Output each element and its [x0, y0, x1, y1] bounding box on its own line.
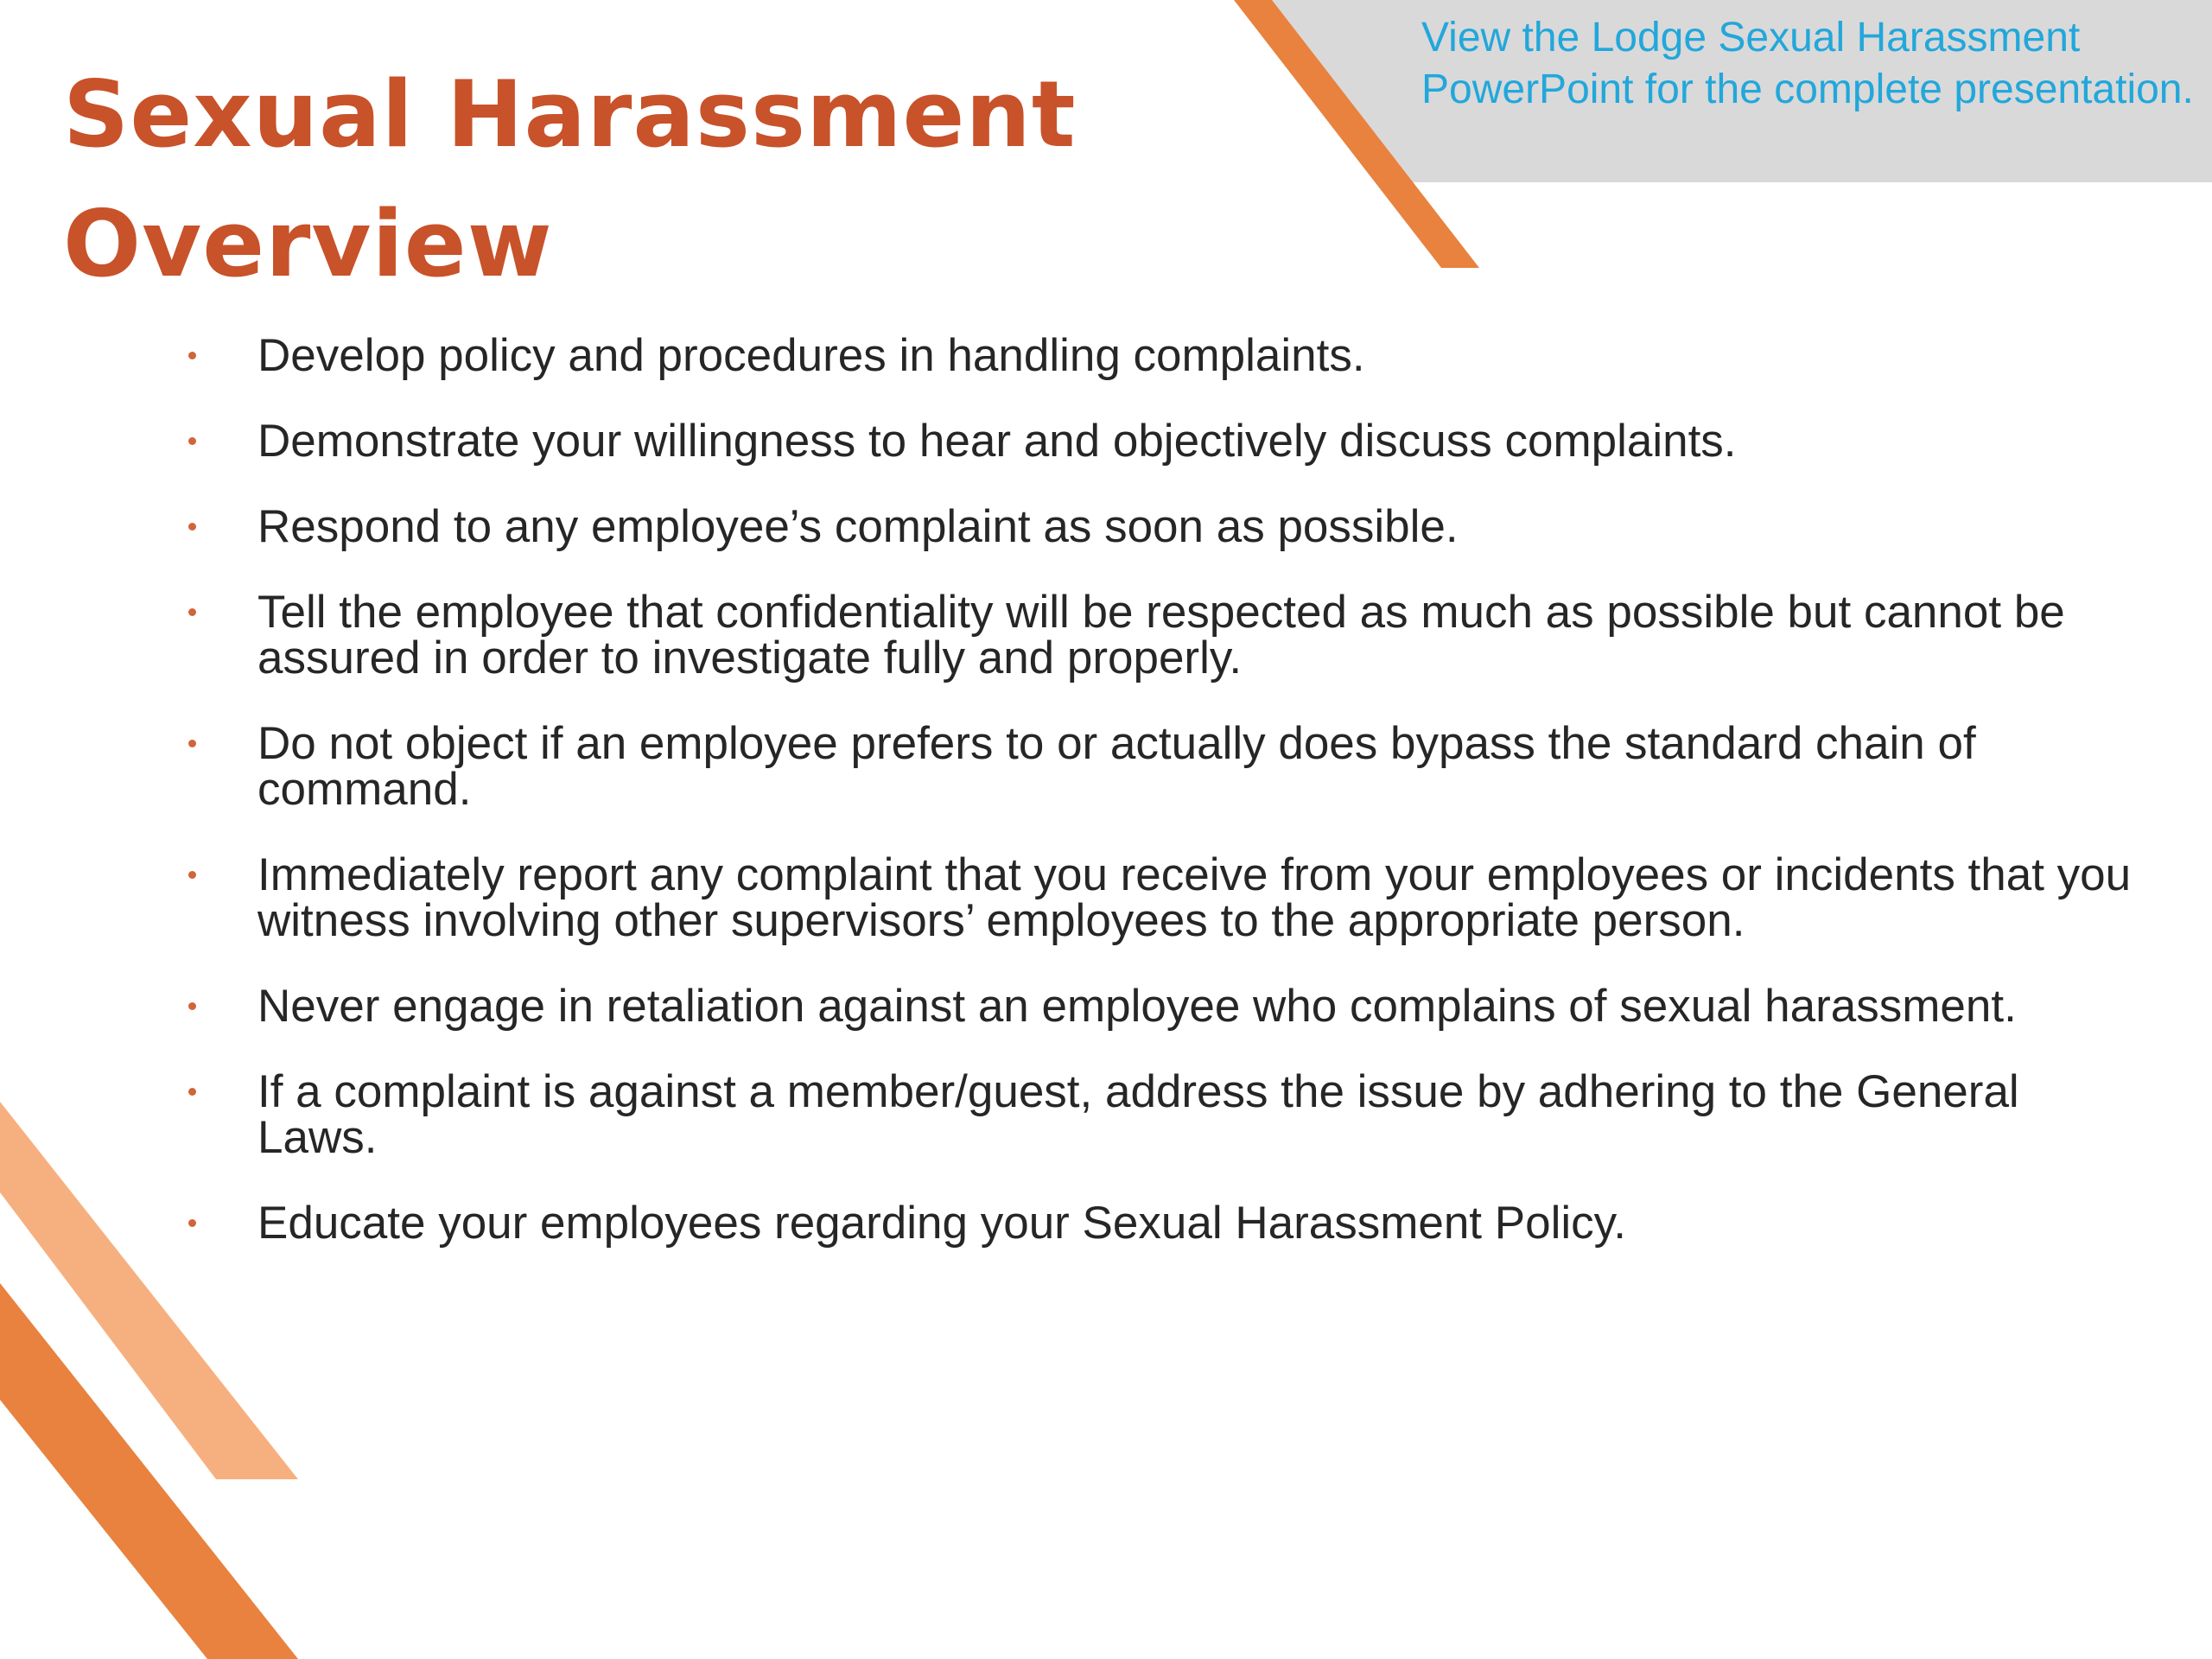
bullet-dot	[188, 740, 196, 747]
bullet-item	[173, 1198, 2134, 1249]
bullet-item	[173, 501, 2134, 552]
bullet-dot	[188, 437, 196, 445]
slide-title-line-1: Sexual Harassment	[63, 61, 1077, 168]
bullet-item	[173, 981, 2134, 1032]
bullet-item	[173, 589, 2134, 681]
bullet-text: Demonstrate your willingness to hear and objectively discuss complaints.	[257, 416, 1737, 467]
bullet-item	[173, 416, 2134, 467]
bullet-dot	[188, 352, 196, 359]
bullet-dot	[188, 1088, 196, 1096]
bullet-item	[173, 849, 2134, 946]
bullet-text: Tell the employee that confidentiality will be respected as much as possible but cannot be assured in order to investigate fully and properly.	[257, 587, 2065, 683]
bullet-text: Educate your employees regarding your Sexual Harassment Policy.	[257, 1198, 1626, 1249]
bullet-text: Never engage in retaliation against an employee who complains of sexual harassment.	[257, 981, 2017, 1032]
bullet-list	[173, 330, 2134, 1286]
bullet-text: Do not object if an employee prefers to or actually does bypass the standard chain of command.	[257, 718, 1976, 815]
bullet-item	[173, 1066, 2134, 1163]
slide-title-line-2: Overview	[63, 191, 553, 297]
bullet-dot	[188, 1219, 196, 1227]
bullet-dot	[188, 871, 196, 879]
bullet-text: Develop policy and procedures in handling complaints.	[257, 330, 1365, 381]
bullet-dot	[188, 523, 196, 531]
powerpoint-reference-note: View the Lodge Sexual Harassment PowerPoint for the complete presentation.	[1421, 15, 2194, 112]
bullet-text: If a complaint is against a member/guest, address the issue by adhering to the General Laws.	[257, 1066, 2019, 1163]
bullet-dot	[188, 608, 196, 616]
bullet-text: Immediately report any complaint that you receive from your employees or incidents that you witness involving other supervisors’ employees to the appropriate person.	[257, 849, 2132, 946]
slide-title	[63, 50, 1186, 309]
bullet-item	[173, 330, 2134, 381]
bullet-dot	[188, 1002, 196, 1010]
bullet-text: Respond to any employee’s complaint as soon as possible.	[257, 501, 1459, 552]
bullet-item	[173, 718, 2134, 815]
